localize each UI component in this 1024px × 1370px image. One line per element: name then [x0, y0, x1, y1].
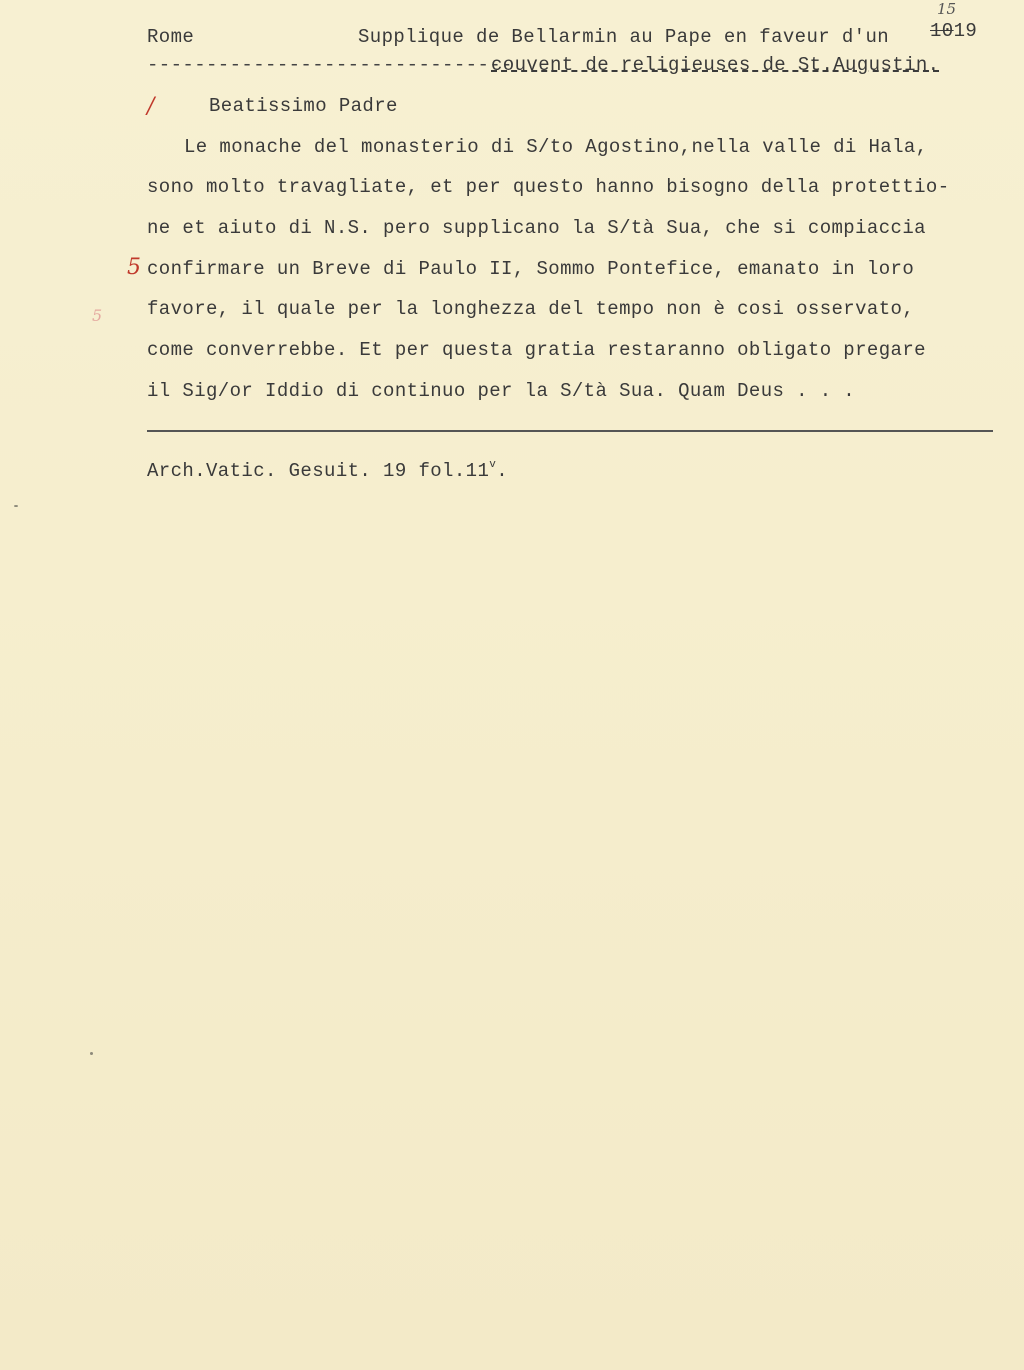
header-title-line2: couvent de religieuses de St.Augustin.	[491, 54, 940, 76]
source-text: Arch.Vatic. Gesuit. 19 fol.11	[147, 460, 490, 482]
header-place: Rome	[147, 26, 195, 48]
letter-line-2: sono molto travagliate, et per questo hanno bisogno della protettio-	[147, 176, 950, 198]
letter-line-6: come converrebbe. Et per questa gratia restaranno obligato pregare	[147, 339, 926, 361]
letter-line-4: confirmare un Breve di Paulo II, Sommo Pontefice, emanato in loro	[147, 258, 915, 280]
red-line-number-mark: 5	[127, 255, 141, 280]
letter-line-5: favore, il quale per la longhezza del tempo non è cosi osservato,	[147, 298, 915, 320]
separator-rule	[147, 430, 993, 432]
struck-folio-digits: 10	[930, 20, 954, 42]
paper-speck	[14, 505, 18, 507]
red-slash-mark: /	[147, 94, 155, 119]
source-end: .	[496, 460, 509, 482]
header-title-line1: Supplique de Bellarmin au Pape en faveur d'un	[358, 26, 890, 48]
letter-line-7: il Sig/or Iddio di continuo per la S/tà Sua. Quam Deus . . .	[147, 380, 856, 402]
typed-folio-number	[930, 22, 977, 41]
handwritten-folio-number: 15	[937, 0, 957, 18]
folio-digits: 19	[953, 20, 978, 42]
letter-salutation: Beatissimo Padre	[209, 95, 398, 117]
letter-line-3: ne et aiuto di N.S. pero supplicano la S/tà Sua, che si compiaccia	[147, 217, 926, 239]
paper-speck	[90, 1052, 93, 1055]
faint-red-mark: 5	[92, 306, 103, 325]
archive-source-reference	[147, 459, 509, 482]
letter-line-1: Le monache del monasterio di S/to Agostino,nella valle di Hala,	[184, 136, 928, 158]
header-dash-leader: -------------------------------	[147, 54, 513, 76]
source-superscript: v	[489, 459, 497, 471]
